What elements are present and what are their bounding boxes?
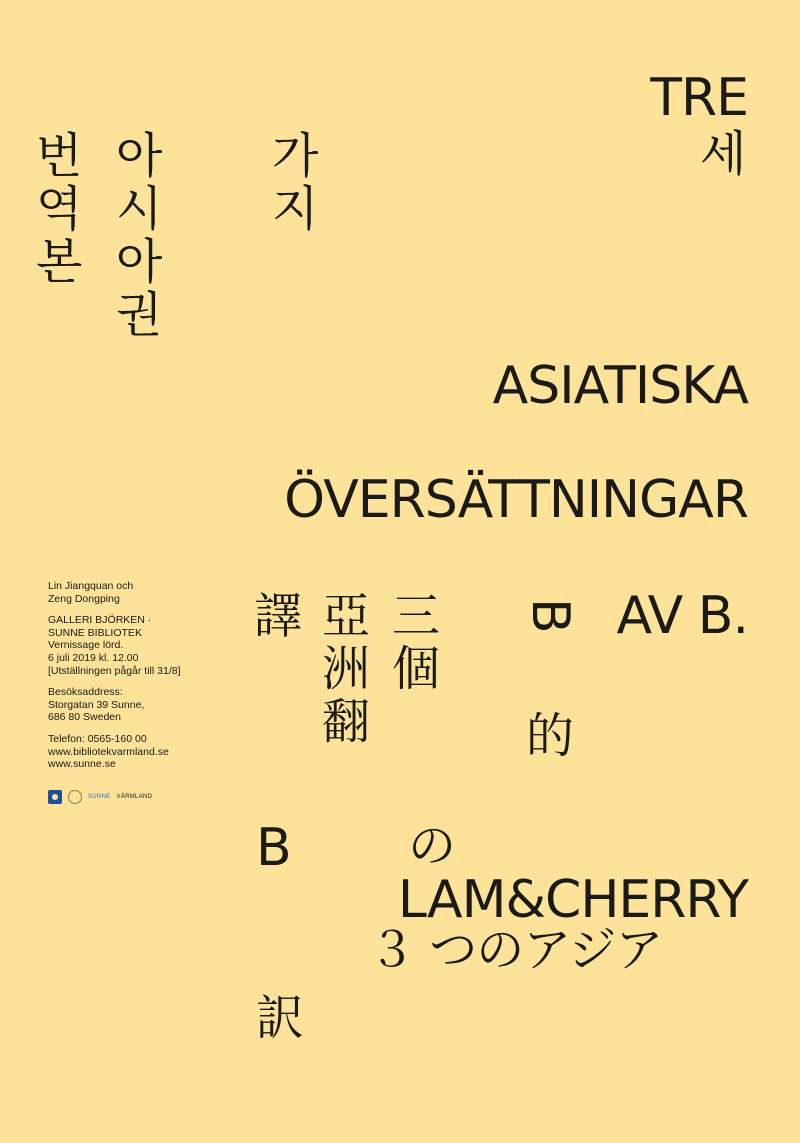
contact (48, 733, 218, 771)
chinese-char: 三 (392, 588, 441, 644)
chinese-yazhou-column (322, 588, 371, 750)
japanese-b: B (256, 818, 291, 878)
chinese-yi: 譯 (254, 588, 303, 644)
artists (48, 580, 218, 605)
korean-char: 아 (116, 233, 163, 290)
korean-char: 역 (36, 180, 83, 237)
info-line: Lin Jiangquan och (48, 580, 134, 592)
title-oversattningar: ÖVERSÄTTNINGAR (284, 470, 748, 530)
chinese-char: 洲 (322, 640, 371, 697)
title-tre: TRE (650, 68, 748, 128)
info-line: SUNNE BIBLIOTEK (48, 626, 142, 639)
korean-beonyeokbon-column (36, 128, 83, 290)
korean-char: 지 (272, 180, 319, 237)
venue (48, 614, 218, 677)
info-line: Besöksaddress: (48, 686, 123, 699)
info-line: Telefon: 0565-160 00 (48, 732, 147, 745)
seal-icon (68, 790, 82, 804)
varmland-logo: VÄRMLAND (116, 794, 153, 800)
info-line: GALLERI BJÖRKEN · (48, 614, 152, 627)
website-link[interactable]: www.bibliotekvarmland.se (48, 745, 169, 758)
korean-char: 시 (116, 180, 163, 237)
title-lam-cherry: LAM&CHERRY (397, 870, 748, 930)
sponsor-logos (48, 790, 152, 804)
chinese-char: 個 (392, 640, 441, 697)
korean-char: 가 (272, 128, 319, 184)
chinese-b-rotated: B (520, 598, 580, 633)
korean-char: 본 (36, 233, 83, 290)
chinese-char: 翻 (322, 693, 371, 750)
website-link[interactable]: www.sunne.se (48, 758, 116, 771)
chinese-sange-column (392, 588, 441, 697)
japanese-mittsu-no-ajia: ３ つのアジア (368, 922, 663, 978)
japanese-no: の (408, 818, 457, 874)
address (48, 686, 218, 724)
info-line: 686 80 Sweden (48, 711, 121, 724)
korean-char: 권 (116, 286, 163, 343)
chinese-char: 亞 (322, 588, 371, 644)
event-info (48, 580, 218, 780)
korean-asiakwon-column (116, 128, 163, 343)
title-av-b: AV B. (616, 586, 748, 646)
title-asiatiska: ASIATISKA (492, 356, 748, 416)
info-line: 6 juli 2019 kl. 12.00 (48, 651, 139, 664)
korean-char: 아 (116, 128, 163, 184)
library-badge-icon (48, 790, 62, 804)
info-line: Zeng Dongping (48, 592, 120, 605)
japanese-yaku: 訳 (256, 990, 305, 1046)
chinese-de: 的 (526, 708, 575, 764)
korean-se: 세 (700, 126, 747, 182)
info-line: Storgatan 39 Sunne, (48, 698, 145, 711)
korean-gaji-column (272, 128, 319, 237)
korean-char: 번 (36, 128, 83, 184)
sunne-logo: SUNNE (88, 794, 111, 800)
info-line: [Utställningen pågår till 31/8] (48, 664, 181, 677)
info-line: Vernissage lörd. (48, 639, 124, 652)
